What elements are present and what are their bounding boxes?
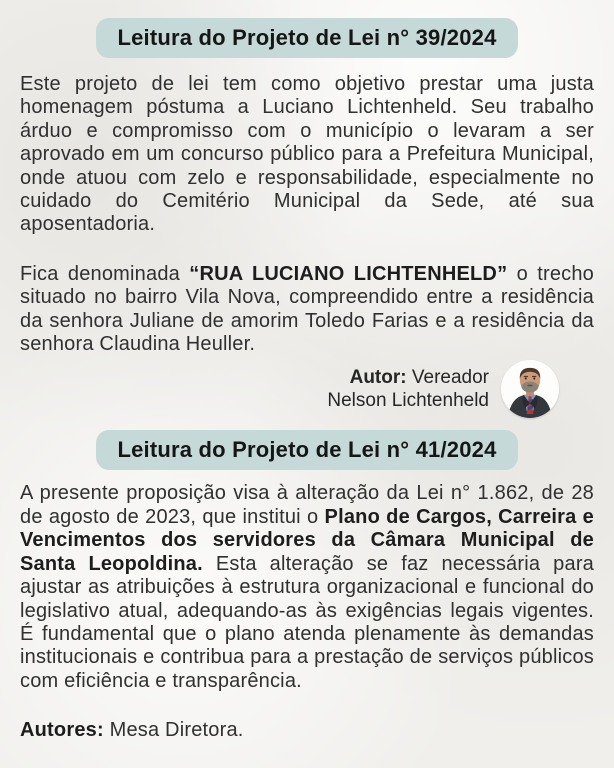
author-role: Vereador (406, 367, 489, 389)
street-name-bold: “RUA LUCIANO LICHTENHELD” (189, 262, 508, 285)
paragraph-street-naming (20, 263, 594, 357)
paragraph-homage: Este projeto de lei tem como objetivo prestar uma justa homenagem póstuma a Luciano Lichtenheld. Seu trabalho árduo e compromisso com o município o levaram a ser aprovado em um concurso público para a Prefeitura Municipal, onde atuou com zelo e responsabilidade, especialmente no cuidado do Cemitério Municipal da Sede, até sua aposentadoria. (20, 73, 594, 236)
career-plan-bold: Plano de Cargos, Carreira e Vencimentos dos servidores da Câmara Municipal de Santa Leopoldina. (20, 505, 594, 575)
section-badge-bill-41: Leitura do Projeto de Lei n° 41/2024 (96, 430, 517, 470)
text-segment: Fica denominada (20, 262, 190, 285)
text-segment: A presente proposição visa à alteração da Lei n° 1.862, de 28 de agosto de 2023, que institui o (20, 482, 594, 528)
author-attribution (327, 366, 489, 412)
authors-value: Mesa Diretora. (103, 719, 244, 742)
text-segment: Esta alteração se faz necessária para ajustar as atribuições à estrutura organizacional e funcional do legislativo atual, adequando-as às exigências legais vigentes. É fundamental que o plano atenda plenamente às demandas institucionais e contribua para a prestação de serviços públicos com eficiência e transparência. (20, 552, 594, 692)
councilman-portrait (501, 360, 559, 418)
authors-line (20, 719, 594, 742)
section-badge-bill-39: Leitura do Projeto de Lei n° 39/2024 (96, 18, 517, 58)
author-label: Autor: (349, 367, 407, 389)
text-segment: o trecho situado no bairro Vila Nova, compreendido entre a residência da senhora Juliane de amorim Toledo Farias e a residência da senhora Claudina Heuller. (20, 262, 594, 356)
author-name: Nelson Lichtenheld (327, 390, 489, 412)
author-block (20, 358, 594, 420)
portrait-illustration (501, 360, 559, 418)
authors-label: Autores: (20, 719, 104, 742)
paragraph-career-plan (20, 482, 594, 693)
author-line-role (327, 366, 489, 389)
